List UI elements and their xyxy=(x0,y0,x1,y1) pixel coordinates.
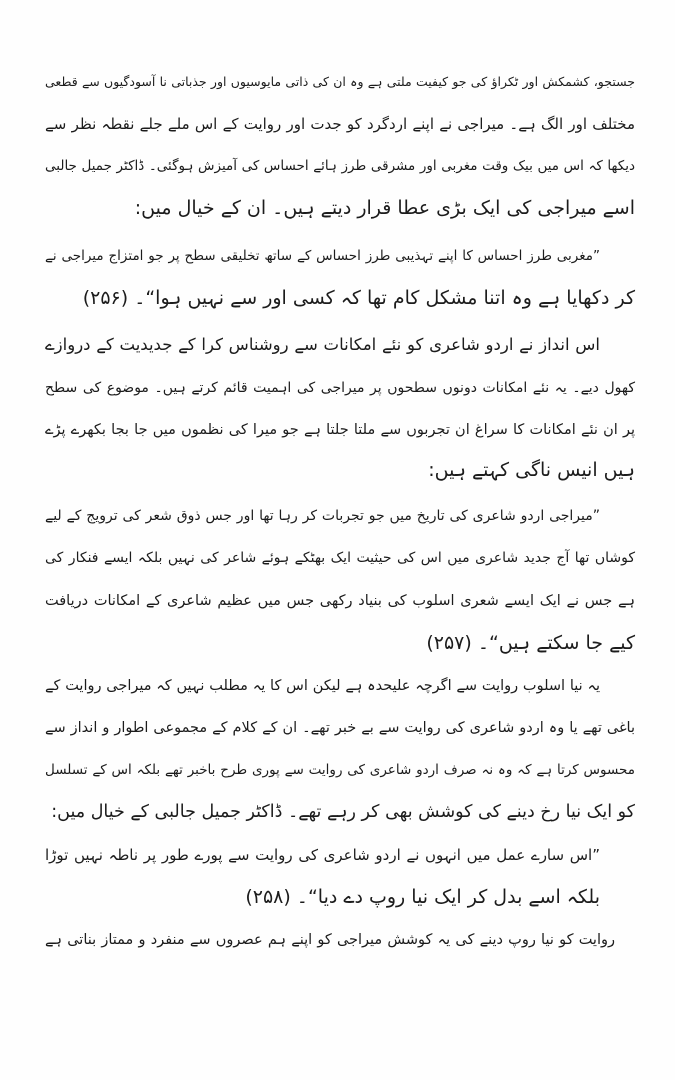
text-line: ہیں انیس ناگی کہتے ہیں: xyxy=(428,459,635,481)
text-line: روایت کو نیا روپ دینے کی یہ کوشش میراجی کو اپنے ہم عصروں سے منفرد و ممتاز بناتی ہے xyxy=(45,932,615,948)
text-line: مختلف اور الگ ہے۔ میراجی نے اپنے اردگرد کو جدت اور روایت کے اس ملے جلے نقطہ نظر سے xyxy=(45,115,635,133)
text-line: جستجو، کشمکش اور ٹکراؤ کی جو کیفیت ملتی ہے وہ ان کی ذاتی مایوسیوں اور جذباتی نا آسودگیوں سے قطعی xyxy=(45,74,635,89)
text-line: یہ نیا اسلوب روایت سے اگرچہ علیحدہ ہے لیکن اس کا یہ مطلب نہیں کہ میراجی روایت کے xyxy=(45,678,600,694)
quote-line: کر دکھایا ہے وہ اتنا مشکل کام تھا کہ کسی اور سے نہیں ہوا“۔ (۲۵۶) xyxy=(82,287,635,309)
text-line: باغی تھے یا وہ اردو شاعری کی روایت سے بے خبر تھے۔ ان کے کلام کے مجموعی اطوار و انداز سے xyxy=(45,720,635,736)
quote-line: ”اس سارے عمل میں انہوں نے اردو شاعری کی روایت سے پورے طور پر ناطہ نہیں توڑا xyxy=(45,846,600,864)
text-line: دیکھا کہ اس میں بیک وقت مغربی اور مشرقی طرز ہائے احساس کی آمیزش ہوگئی۔ ڈاکٹر جمیل جالبی xyxy=(45,158,635,174)
text-line: کھول دیے۔ یہ نئے امکانات دونوں سطحوں پر میراجی کی اہمیت قائم کرتے ہیں۔ موضوع کی سطح xyxy=(45,380,635,396)
quote-line: کیے جا سکتے ہیں“۔ (۲۵۷) xyxy=(426,632,635,654)
quote-line: ”میراجی اردو شاعری کی تاریخ میں جو تجربات کر رہا تھا اور جس ذوق شعر کی ترویج کے لیے xyxy=(45,508,600,524)
text-line: محسوس کرتا ہے کہ وہ نہ صرف اردو شاعری کی روایت سے پوری طرح باخبر تھے بلکہ اس کے تسلسل xyxy=(45,762,635,778)
text-line: اس انداز نے اردو شاعری کو نئے امکانات سے روشناس کرا کے جدیدیت کے دروازے xyxy=(45,335,600,354)
quote-line: ہے جس نے ایک ایسے شعری اسلوب کی بنیاد رکھی جس میں عظیم شاعری کے امکانات دریافت xyxy=(45,593,635,609)
text-line: کو ایک نیا رخ دینے کی کوشش بھی کر رہے تھے۔ ڈاکٹر جمیل جالبی کے خیال میں: xyxy=(51,802,635,822)
quote-line: ”مغربی طرز احساس کا اپنے تہذیبی طرز احساس کے ساتھ تخلیقی سطح پر جو امتزاج میراجی نے xyxy=(45,248,600,264)
text-line: اسے میراجی کی ایک بڑی عطا قرار دیتے ہیں۔ ان کے خیال میں: xyxy=(134,197,635,219)
text-line: پر ان نئے امکانات کا سراغ ان تجربوں سے ملتا جلتا ہے جو میرا کی نظموں میں جا بجا بکھرے پڑے xyxy=(45,422,635,438)
quote-line: کوشاں تھا آج جدید شاعری میں اس کی حیثیت ایک بھٹکے ہوئے شاعر کی نہیں بلکہ ایسے فنکار کی xyxy=(45,550,635,566)
quote-line: بلکہ اسے بدل کر ایک نیا روپ دے دیا“۔ (۲۵۸) xyxy=(245,886,600,908)
